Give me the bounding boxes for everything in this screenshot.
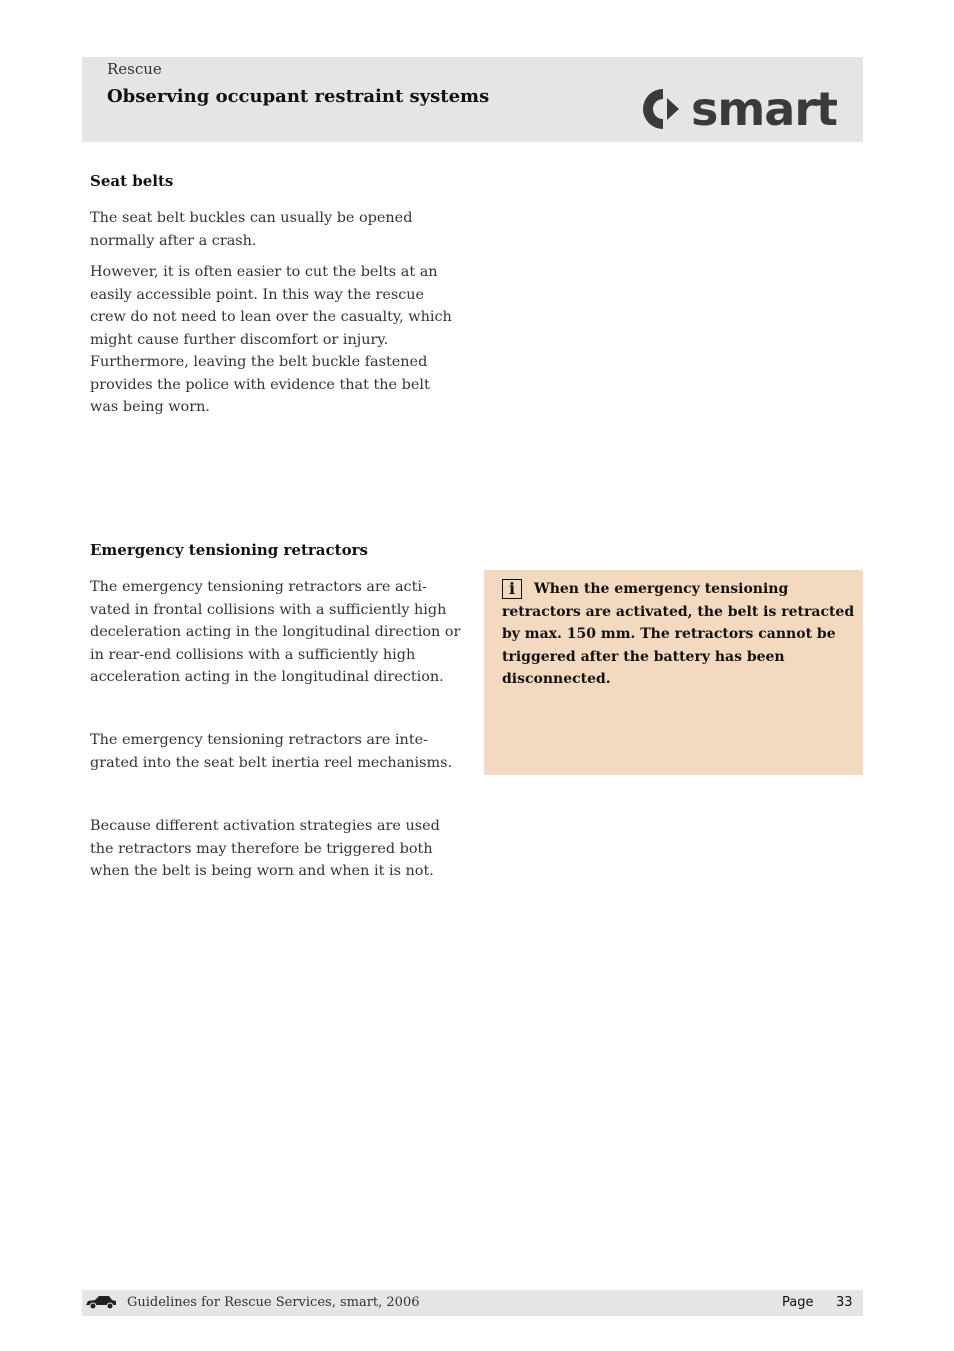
info-box-text: When the emergency tensioning retractors are activated, the belt is retracted by max. 150 mm. The retractors cannot be triggered after the battery has been disconnected. xyxy=(502,581,855,687)
info-box xyxy=(484,570,863,775)
smart-logo xyxy=(641,87,841,131)
info-icon: i xyxy=(502,579,522,599)
section-label: Rescue xyxy=(107,60,162,78)
retractors-paragraph-1: The emergency tensioning retractors are acti-vated in frontal collisions with a sufficiently high deceleration acting in the longitudinal direction or in rear-end collisions with a sufficiently high acceleration acting in the longitudinal direction. xyxy=(90,579,461,685)
retractors-paragraph-2: The emergency tensioning retractors are inte-grated into the seat belt inertia reel mechanisms. xyxy=(90,732,453,771)
seat-belts-heading: Seat belts xyxy=(90,172,174,190)
page-header xyxy=(82,57,863,142)
info-box-content xyxy=(502,578,857,691)
page-title: Observing occupant restraint systems xyxy=(107,86,490,107)
car-icon xyxy=(85,1295,117,1310)
seat-belts-paragraph-1: The seat belt buckles can usually be opened normally after a crash. xyxy=(90,210,413,249)
retractors-heading: Emergency tensioning retractors xyxy=(90,541,368,559)
logo-text: smart xyxy=(691,87,838,131)
page-number: 33 xyxy=(836,1295,853,1310)
retractors-paragraph-3: Because different activation strategies are used the retractors may therefore be triggered both when the belt is being worn and when it is not. xyxy=(90,818,440,879)
page-footer xyxy=(82,1290,863,1316)
page-label: Page xyxy=(782,1295,814,1310)
seat-belts-paragraph-2: However, it is often easier to cut the belts at an easily accessible point. In this way the rescue crew do not need to lean over the casualty, which might cause further discomfort or injury. Furthermore, leaving the belt buckle fastened provides the police with evidence that the belt was being worn. xyxy=(90,264,452,415)
footer-text: Guidelines for Rescue Services, smart, 2006 xyxy=(127,1295,420,1310)
